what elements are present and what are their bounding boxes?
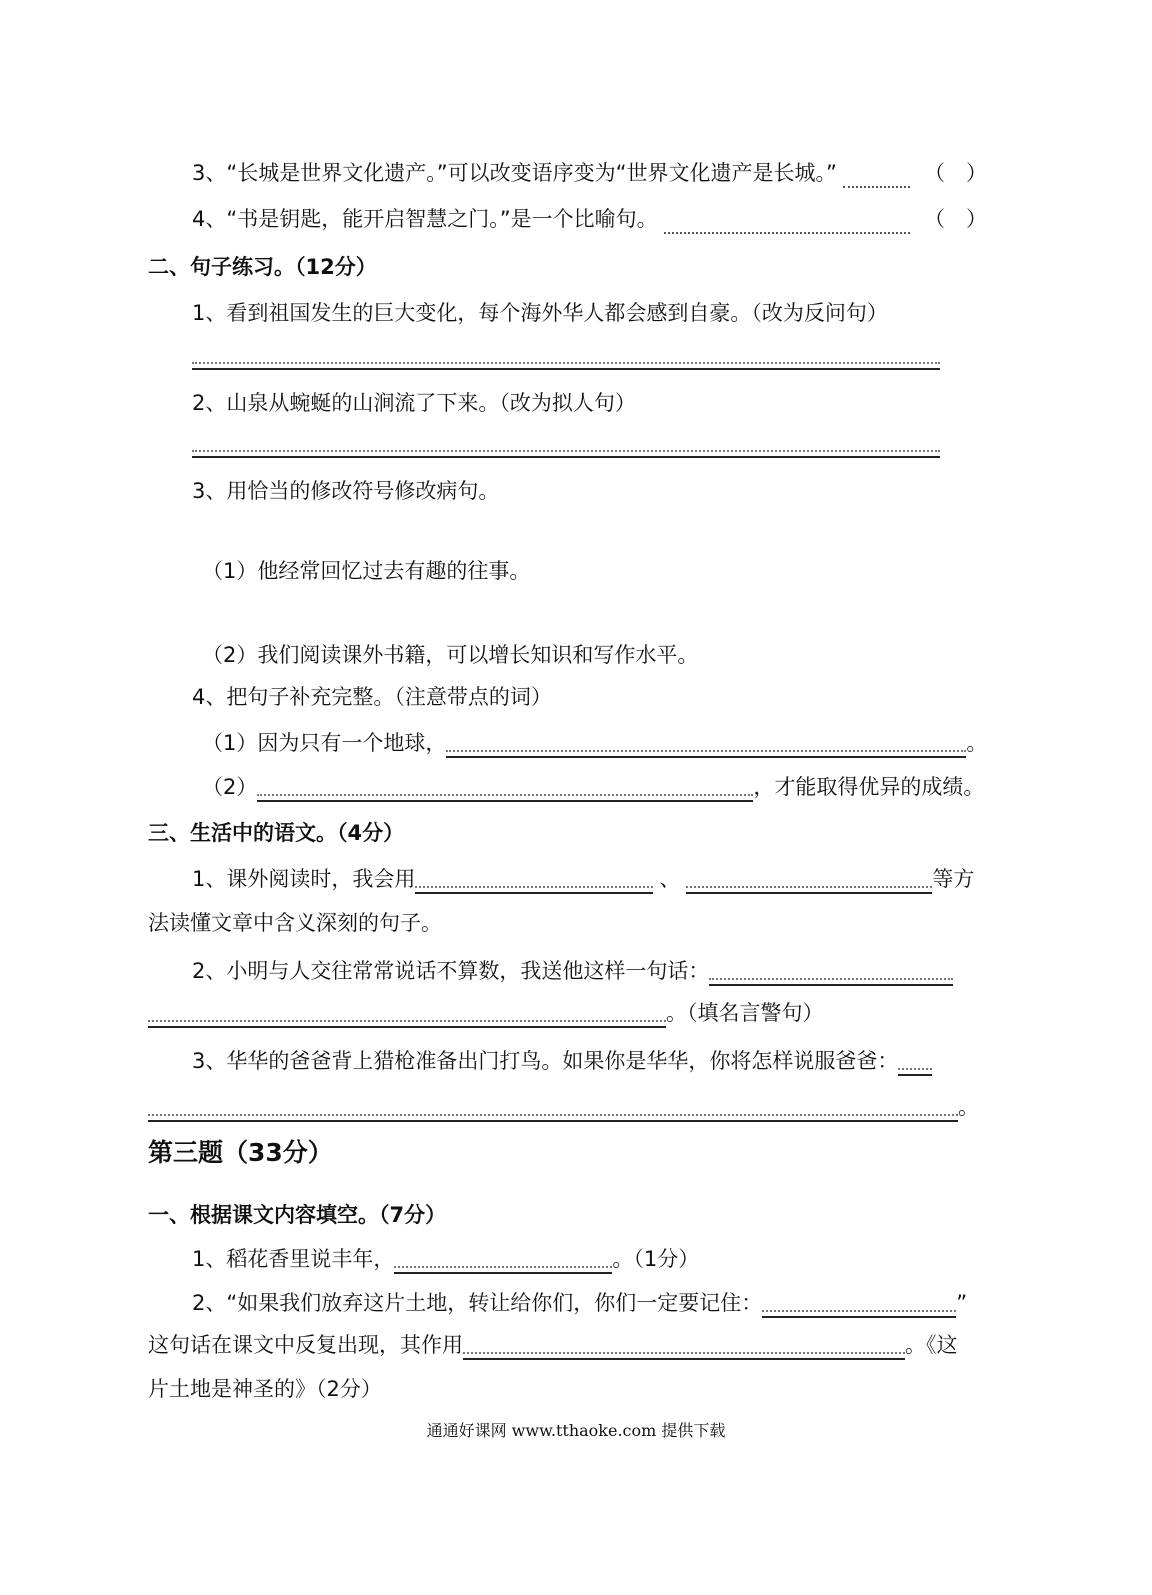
- answer-blank[interactable]: [709, 962, 953, 986]
- answer-blank[interactable]: [446, 734, 966, 758]
- item-4-text: 4、“书是钥匙，能开启智慧之门。”是一个比喻句。: [192, 207, 658, 231]
- answer-blank[interactable]: [148, 1098, 958, 1122]
- answer-parentheses[interactable]: （ ）: [924, 207, 987, 231]
- answer-blank[interactable]: [257, 778, 753, 802]
- answer-blank[interactable]: [898, 1052, 932, 1076]
- answer-blank[interactable]: [762, 1294, 956, 1318]
- fill-in-row: [192, 1244, 992, 1274]
- sentence-suffix: 。（填名言警句）: [666, 1001, 824, 1025]
- sentence-suffix: 。: [966, 731, 988, 755]
- answer-parentheses[interactable]: （ ）: [924, 161, 987, 185]
- true-false-item-4: [192, 204, 987, 234]
- fill-in-row: [202, 728, 992, 758]
- fill-in-row: [192, 864, 992, 894]
- fill-in-row: [192, 956, 992, 986]
- question-continuation: 片土地是神圣的》（2分）: [148, 1377, 382, 1401]
- sentence-prefix: 2、“如果我们放弃这片土地，转让给你们，你们一定要记住：: [192, 1291, 763, 1315]
- answer-blank[interactable]: [394, 1250, 612, 1274]
- sentence-suffix: 。: [958, 1095, 979, 1119]
- question-continuation: 法读懂文章中含义深刻的句子。: [148, 911, 442, 935]
- sentence-prefix: （2）: [202, 775, 258, 799]
- sentence-prefix: （1）因为只有一个地球，: [202, 731, 447, 755]
- fill-in-row: [192, 1046, 992, 1076]
- leader-dots: [664, 214, 910, 234]
- fill-in-row: [192, 1288, 992, 1318]
- answer-blank[interactable]: [686, 870, 932, 894]
- section-heading: 一、根据课文内容填空。（7分）: [148, 1203, 447, 1227]
- question-text: 4、把句子补充完整。（注意带点的词）: [192, 685, 552, 709]
- answer-line[interactable]: [192, 436, 940, 458]
- fill-in-row: [202, 772, 992, 802]
- fill-in-row: [148, 1092, 992, 1122]
- question-text: 2、山泉从蜿蜒的山涧流了下来。（改为拟人句）: [192, 391, 636, 415]
- fill-in-row: [148, 1330, 992, 1360]
- answer-blank[interactable]: [148, 1004, 666, 1028]
- sentence-suffix: 等方: [932, 867, 975, 891]
- footer-credit: 通通好课网 www.tthaoke.com 提供下载: [426, 1421, 726, 1440]
- question-text: 3、用恰当的修改符号修改病句。: [192, 479, 500, 503]
- sub-question-text: （1）他经常回忆过去有趣的往事。: [202, 559, 531, 583]
- sentence-prefix: 这句话在课文中反复出现，其作用: [148, 1333, 463, 1357]
- fill-in-row: [148, 998, 992, 1028]
- sentence-suffix: 。《这: [905, 1333, 958, 1357]
- question-text: 1、看到祖国发生的巨大变化，每个海外华人都会感到自豪。（改为反问句）: [192, 301, 888, 325]
- section-heading: 三、生活中的语文。（4分）: [148, 821, 405, 845]
- separator: 、: [659, 867, 681, 891]
- leader-dots: [843, 168, 910, 188]
- sentence-suffix: 。（1分）: [612, 1247, 700, 1271]
- item-3-text: 3、“长城是世界文化遗产。”可以改变语序变为“世界文化遗产是长城。”: [192, 161, 837, 185]
- sub-question-text: （2）我们阅读课外书籍，可以增长知识和写作水平。: [202, 643, 699, 667]
- answer-blank[interactable]: [415, 870, 653, 894]
- part-heading: 第三题（33分）: [148, 1138, 333, 1167]
- sentence-prefix: 3、华华的爸爸背上猎枪准备出门打鸟。如果你是华华，你将怎样说服爸爸：: [192, 1049, 899, 1073]
- sentence-suffix: ，才能取得优异的成绩。: [753, 775, 985, 799]
- section-heading: 二、句子练习。（12分）: [148, 255, 377, 279]
- quote-close: ”: [956, 1291, 968, 1315]
- sentence-prefix: 1、课外阅读时，我会用: [192, 867, 416, 891]
- true-false-item-3: [192, 158, 987, 188]
- sentence-prefix: 1、稻花香里说丰年，: [192, 1247, 395, 1271]
- sentence-prefix: 2、小明与人交往常常说话不算数，我送他这样一句话：: [192, 959, 710, 983]
- answer-line[interactable]: [192, 348, 940, 370]
- answer-blank[interactable]: [463, 1336, 905, 1360]
